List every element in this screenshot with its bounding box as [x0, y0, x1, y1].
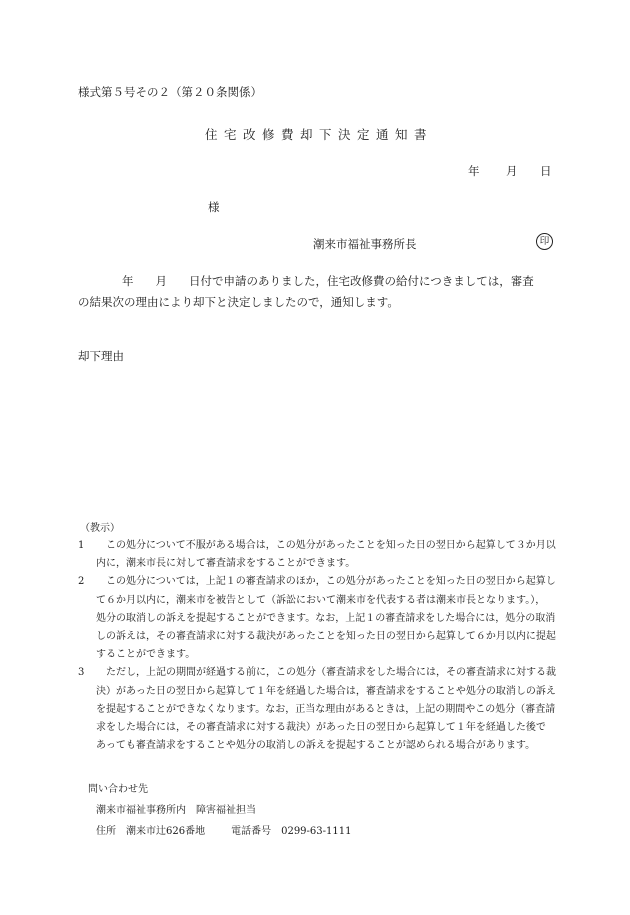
note-line: 処分の取消しの訴えを提起することができます。なお，上記１の審査請求をした場合には，処分の取消: [96, 612, 556, 624]
note-number: 3: [78, 667, 85, 679]
address-label: 住所: [96, 826, 116, 837]
notice-body: [78, 271, 552, 313]
document-title: 住宅改修費却下決定通知書: [204, 127, 433, 142]
body-year-label: 年: [122, 274, 134, 288]
contact-heading: 問い合わせ先: [88, 784, 148, 795]
date-day-label: 日: [540, 164, 552, 178]
note-item: [78, 573, 558, 664]
body-line-1: [78, 271, 552, 292]
date-month-label: 月: [506, 164, 518, 178]
phone-number: 0299-63-1111: [281, 826, 352, 837]
form-number: 様式第５号その２（第２０条関係）: [78, 85, 262, 99]
note-line: 内に，潮来市長に対して審査請求をすることができます。: [96, 558, 356, 570]
note-line: を提起することができなくなります。なお，正当な理由があるときは，上記の期間やこの処分（審査請: [96, 703, 556, 715]
date-year-label: 年: [468, 164, 480, 178]
note-line: この処分については，上記１の審査請求のほか，この処分があったことを知った日の翌日から起算し: [106, 576, 556, 588]
note-item: [78, 664, 558, 755]
note-line: 決）があった日の翌日から起算して１年を経過した場合は，審査請求をすることや処分の取消しの訴え: [96, 685, 556, 697]
body-month-label: 月: [155, 274, 167, 288]
note-line: て６か月以内に，潮来市を被告として（訴訟において潮来市を代表する者は潮来市長となります。），: [96, 594, 546, 606]
note-item: [78, 537, 558, 573]
body-line-2: の結果次の理由により却下と決定しましたので，通知します。: [78, 295, 399, 309]
sender-name: 潮来市福祉事務所長: [313, 237, 417, 251]
instruction-heading: （教示）: [80, 523, 120, 534]
note-number: 2: [78, 576, 85, 588]
instruction-notes: [78, 537, 558, 755]
note-line: ただし，上記の期間が経過する前に，この処分（審査請求をした場合には，その審査請求に対する裁: [106, 667, 556, 679]
note-line: 求をした場合には，その審査請求に対する裁決）があった日の翌日から起算して１年を経過した後で: [96, 722, 546, 734]
note-line: しの訴えは，その審査請求に対する裁決があったことを知った日の翌日から起算して６か月以内に提起: [96, 631, 556, 643]
contact-address-line: [96, 822, 351, 837]
body-line-1-text: 日付で申請のありました，住宅改修費の給付につきましては，審査: [189, 274, 534, 288]
note-line: することができます。: [96, 649, 196, 661]
rejection-reason-heading: 却下理由: [78, 349, 124, 363]
address-value: 潮来市辻626番地: [126, 826, 206, 837]
phone-label: 電話番号: [231, 826, 272, 837]
note-line: この処分について不服がある場合は，この処分があったことを知った日の翌日から起算して３か月以: [106, 540, 556, 551]
contact-department: 潮来市福祉事務所内 障害福祉担当: [96, 805, 256, 816]
seal-mark: 印: [536, 233, 553, 250]
note-number: 1: [78, 540, 85, 551]
note-line: あっても審査請求をすることや処分の取消しの訴えを提起することが認められる場合があります。: [96, 740, 536, 752]
addressee-honorific: 様: [208, 200, 220, 214]
